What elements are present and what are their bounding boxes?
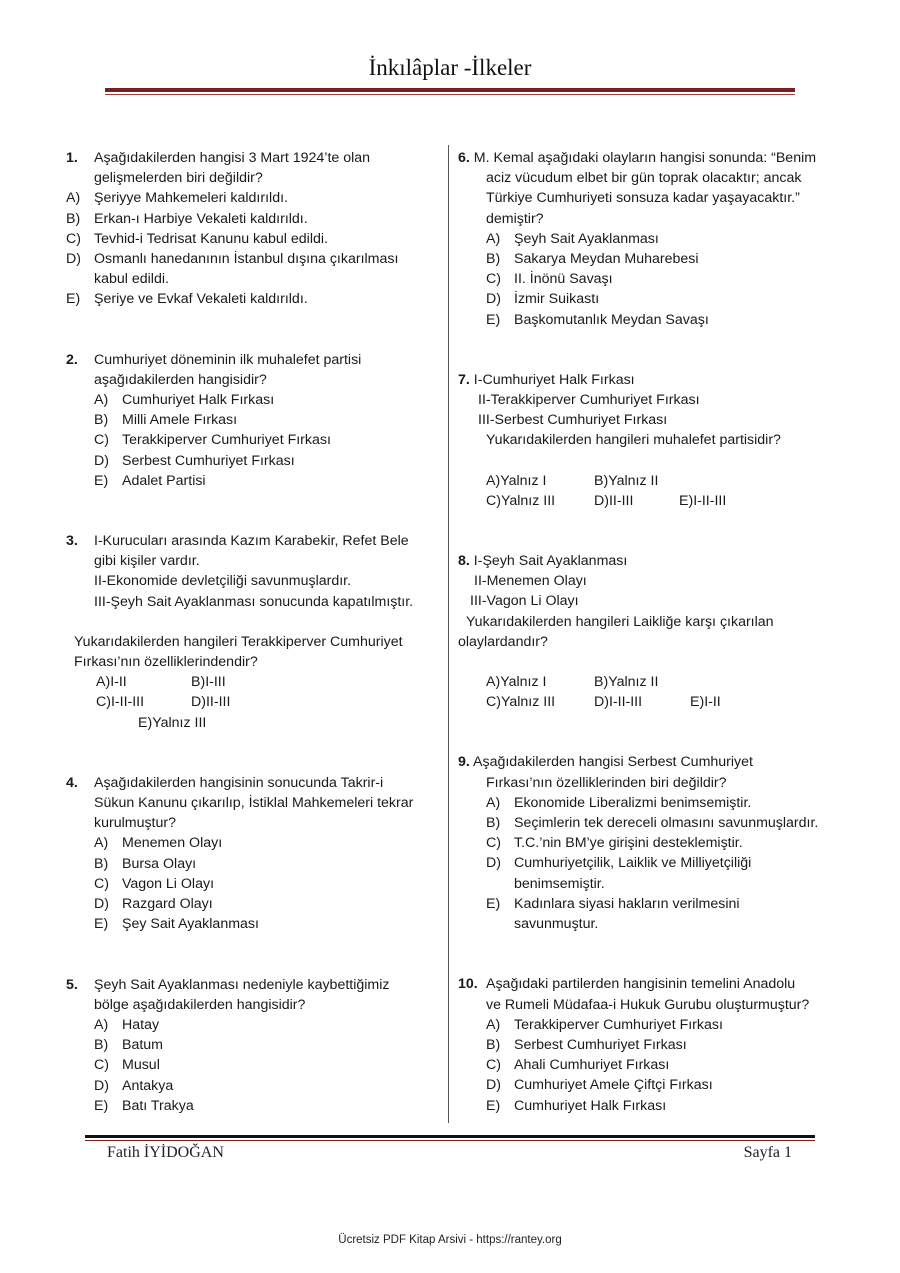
option-text: kabul edildi.: [94, 271, 169, 288]
right-column: [458, 148, 850, 1116]
question-stem-line: [458, 551, 850, 571]
question-stem-line: III-Şeyh Sait Ayaklanması sonucunda kapatılmıştır.: [94, 593, 414, 610]
answer-choice: C)Yalnız III: [486, 492, 556, 509]
option-text: Serbest Cumhuriyet Fırkası: [122, 452, 295, 469]
question-number: 5.: [66, 976, 78, 993]
question-stem-line: Cumhuriyet döneminin ilk muhalefet partisi: [94, 351, 362, 368]
question-number: 4.: [66, 774, 78, 791]
question-number: 1.: [66, 150, 78, 166]
option-b: [66, 1035, 444, 1055]
option-text: T.C.’nin BM’ye girişini desteklemiştir.: [514, 835, 743, 852]
option-text: Terakkiperver Cumhuriyet Fırkası: [514, 1016, 723, 1033]
option-d-cont: [458, 874, 850, 894]
question-9: [458, 752, 850, 934]
option-text: Şeyh Sait Ayaklanması: [514, 230, 659, 247]
answer-row: [458, 692, 850, 712]
answer-choice: E)I-II-III: [679, 492, 727, 509]
option-b: [458, 1035, 850, 1055]
option-c: [66, 1055, 444, 1075]
option-label: A): [66, 190, 81, 207]
title-rule-thin: [105, 94, 795, 95]
option-text: Tevhid-i Tedrisat Kanunu kabul edildi.: [94, 230, 328, 247]
option-label: B): [486, 251, 501, 268]
option-d: [458, 289, 850, 309]
option-label: A): [486, 230, 501, 247]
question-number: 8.: [458, 553, 470, 570]
option-e: [66, 471, 444, 491]
option-e: [66, 1096, 444, 1116]
option-label: B): [94, 412, 109, 429]
question-6: [458, 148, 850, 330]
question-stem-line: Fırkası’nın özelliklerinden biri değildir?: [486, 774, 727, 791]
question-stem-line: Sükun Kanunu çıkarılıp, İstiklal Mahkemeleri tekrar: [94, 795, 414, 812]
option-label: A): [94, 1016, 109, 1033]
option-e-cont: [458, 914, 850, 934]
option-label: D): [486, 855, 501, 872]
option-text: Osmanlı hanedanının İstanbul dışına çıkarılması: [94, 251, 399, 268]
answer-choice: D)I-II-III: [594, 694, 643, 711]
question-5: [66, 975, 444, 1116]
option-c: [458, 1055, 850, 1075]
question-stem-line: demiştir?: [486, 210, 544, 227]
question-stem-line: ve Rumeli Müdafaa-i Hukuk Gurubu oluşturmuştur?: [486, 996, 810, 1013]
option-label: A): [486, 1016, 501, 1033]
left-column: [66, 148, 444, 1116]
question-stem-line: III-Serbest Cumhuriyet Fırkası: [478, 412, 668, 429]
question-number: 2.: [66, 351, 78, 368]
question-stem-line: Aşağıdaki partilerden hangisinin temelini Anadolu: [486, 976, 796, 993]
option-label: C): [486, 835, 501, 852]
option-a: [66, 1015, 444, 1035]
option-label: B): [94, 1037, 109, 1054]
footer-author: Fatih İYİDOĞAN: [107, 1144, 224, 1161]
question-10: [458, 974, 850, 1115]
option-text: Şeriyye Mahkemeleri kaldırıldı.: [94, 190, 288, 207]
question-stem-line: I-Kurucuları arasında Kazım Karabekir, Refet Bele: [94, 533, 409, 550]
option-label: B): [66, 210, 81, 227]
option-text: Şey Sait Ayaklanması: [122, 916, 259, 933]
answer-choice: D)II-III: [191, 694, 231, 711]
option-label: D): [486, 291, 501, 308]
answer-choice: E)I-II: [690, 694, 721, 711]
footer-rule: [85, 1135, 815, 1138]
question-prompt: olaylardandır?: [458, 633, 548, 650]
question-number: 10.: [458, 976, 478, 993]
option-d: [66, 1076, 444, 1096]
option-label: D): [94, 1077, 109, 1094]
question-stem-line: Aşağıdakilerden hangisi 3 Mart 1924’te olan: [94, 150, 371, 166]
question-prompt: Fırkası’nın özelliklerindendir?: [74, 654, 258, 671]
option-label: D): [94, 896, 109, 913]
answer-row: [458, 672, 850, 692]
answer-choice: B)Yalnız II: [594, 472, 659, 489]
option-b: [66, 209, 444, 229]
option-text: Batı Trakya: [122, 1097, 194, 1114]
option-text: Batum: [122, 1037, 164, 1054]
question-3: [66, 531, 444, 733]
option-a: [66, 833, 444, 853]
answer-row: [66, 692, 444, 712]
option-text: Menemen Olayı: [122, 835, 223, 852]
question-stem-line: II-Terakkiperver Cumhuriyet Fırkası: [478, 392, 700, 409]
question-stem-text: Aşağıdakilerden hangisi Serbest Cumhuriyet: [473, 754, 753, 771]
option-text: Bursa Olayı: [122, 855, 197, 872]
option-text: benimsemiştir.: [514, 875, 605, 892]
question-stem-line: gelişmelerden biri değildir?: [94, 170, 263, 187]
option-a: [458, 229, 850, 249]
option-label: A): [94, 835, 109, 852]
question-number: 6.: [458, 150, 470, 166]
question-8: [458, 551, 850, 712]
question-stem-line: [458, 370, 850, 390]
question-stem-line: Türkiye Cumhuriyeti sonsuza kadar yaşayacaktır.”: [486, 190, 800, 207]
question-stem-line: bölge aşağıdakilerden hangisidir?: [94, 996, 306, 1013]
option-label: D): [94, 452, 109, 469]
answer-choice: B)Yalnız II: [594, 674, 659, 691]
option-label: B): [486, 815, 501, 832]
question-stem-line: Şeyh Sait Ayaklanması nedeniyle kaybettiğimiz: [94, 976, 390, 993]
option-label: B): [94, 855, 109, 872]
option-label: C): [486, 1057, 501, 1074]
question-number: 3.: [66, 533, 78, 550]
option-label: C): [66, 230, 81, 247]
question-2: [66, 350, 444, 491]
option-label: C): [94, 432, 109, 449]
question-stem-line: [458, 148, 850, 168]
page-title: İnkılâplar -İlkeler: [368, 55, 532, 80]
answer-choice: A)Yalnız I: [486, 472, 547, 489]
option-text: Cumhuriyet Halk Fırkası: [122, 392, 275, 409]
option-a: [458, 793, 850, 813]
option-c: [66, 430, 444, 450]
question-stem-line: gibi kişiler vardır.: [94, 553, 200, 570]
option-label: E): [66, 291, 81, 308]
option-d: [66, 451, 444, 471]
column-divider: [448, 145, 449, 1123]
question-stem-line: Aşağıdakilerden hangisinin sonucunda Takrir-i: [94, 774, 384, 791]
option-text: Vagon Li Olayı: [122, 875, 215, 892]
option-text: II. İnönü Savaşı: [514, 271, 613, 288]
option-label: D): [66, 251, 81, 268]
option-c: [66, 874, 444, 894]
option-label: E): [94, 472, 109, 489]
option-text: Razgard Olayı: [122, 896, 213, 913]
question-stem-line: [458, 752, 850, 772]
option-label: E): [486, 311, 501, 328]
option-d: [66, 894, 444, 914]
question-stem-line: aciz vücudum elbet bir gün toprak olacaktır; ancak: [486, 170, 802, 187]
answer-choice: C)Yalnız III: [486, 694, 556, 711]
answer-row: [458, 491, 850, 511]
option-text: Ahali Cumhuriyet Fırkası: [514, 1057, 670, 1074]
option-label: D): [486, 1077, 501, 1094]
answer-choice: A)I-II: [96, 674, 127, 691]
option-label: E): [94, 1097, 109, 1114]
option-text: Cumhuriyet Amele Çiftçi Fırkası: [514, 1077, 713, 1094]
option-text: Seçimlerin tek dereceli olmasını savunmuşlardır.: [514, 815, 819, 832]
option-text: Musul: [122, 1057, 160, 1074]
option-e: [66, 289, 444, 309]
question-stem-text: I-Şeyh Sait Ayaklanması: [473, 553, 628, 570]
option-text: Şeriye ve Evkaf Vekaleti kaldırıldı.: [94, 291, 308, 308]
option-c: [66, 229, 444, 249]
footer-page-number: Sayfa 1: [743, 1144, 792, 1161]
option-label: A): [94, 392, 109, 409]
answer-choice: E)Yalnız III: [138, 714, 207, 731]
footer-rule-thin: [85, 1140, 815, 1141]
option-label: C): [94, 875, 109, 892]
option-text: Antakya: [122, 1077, 174, 1094]
option-text: Terakkiperver Cumhuriyet Fırkası: [122, 432, 331, 449]
question-prompt: Yukarıdakilerden hangileri muhalefet partisidir?: [486, 432, 781, 449]
option-a: [66, 188, 444, 208]
title-rule: [105, 88, 795, 92]
question-7: [458, 370, 850, 511]
option-text: Adalet Partisi: [122, 472, 206, 489]
option-label: A): [486, 794, 501, 811]
option-text: Başkomutanlık Meydan Savaşı: [514, 311, 709, 328]
question-stem-line: II-Menemen Olayı: [474, 573, 587, 590]
question-stem-text: I-Cumhuriyet Halk Fırkası: [473, 371, 635, 388]
option-text: savunmuştur.: [514, 916, 599, 933]
option-c: [458, 269, 850, 289]
option-label: E): [486, 1097, 501, 1114]
option-d: [458, 1075, 850, 1095]
question-1: [66, 148, 444, 310]
option-text: Hatay: [122, 1016, 160, 1033]
option-a: [66, 390, 444, 410]
question-prompt: Yukarıdakilerden hangileri Terakkiperver Cumhuriyet: [74, 633, 403, 650]
question-stem-text: M. Kemal aşağıdaki olayların hangisi sonunda: “Benim: [473, 150, 817, 166]
answer-row: [66, 713, 444, 733]
answer-choice: A)Yalnız I: [486, 674, 547, 691]
answer-choice: D)II-III: [594, 492, 634, 509]
answer-choice: C)I-II-III: [96, 694, 145, 711]
question-stem-line: II-Ekonomide devletçiliği savunmuşlardır.: [94, 573, 352, 590]
option-c: [458, 833, 850, 853]
question-prompt: Yukarıdakilerden hangileri Laikliğe karşı çıkarılan: [466, 613, 774, 630]
option-label: B): [486, 1036, 501, 1053]
option-b: [66, 854, 444, 874]
question-stem-line: III-Vagon Li Olayı: [470, 593, 579, 610]
option-b: [458, 813, 850, 833]
option-e: [458, 894, 850, 914]
option-d-cont: [66, 269, 444, 289]
option-text: Cumhuriyetçilik, Laiklik ve Milliyetçiliği: [514, 855, 752, 872]
option-e: [458, 310, 850, 330]
question-number: 7.: [458, 371, 470, 388]
answer-row: [458, 471, 850, 491]
option-text: Sakarya Meydan Muharebesi: [514, 251, 699, 268]
option-d: [66, 249, 444, 269]
option-d: [458, 853, 850, 873]
option-text: Ekonomide Liberalizmi benimsemiştir.: [514, 794, 752, 811]
option-a: [458, 1015, 850, 1035]
answer-row: [66, 672, 444, 692]
option-e: [66, 914, 444, 934]
option-text: Erkan-ı Harbiye Vekaleti kaldırıldı.: [94, 210, 308, 227]
option-text: Cumhuriyet Halk Fırkası: [514, 1097, 667, 1114]
option-b: [66, 410, 444, 430]
question-4: [66, 773, 444, 935]
option-b: [458, 249, 850, 269]
option-label: C): [94, 1057, 109, 1074]
question-stem-line: kurulmuştur?: [94, 815, 177, 832]
question-number: 9.: [458, 754, 470, 771]
option-text: İzmir Suikastı: [514, 291, 600, 308]
question-stem-line: aşağıdakilerden hangisidir?: [94, 371, 267, 388]
option-text: Milli Amele Fırkası: [122, 412, 238, 429]
option-text: Kadınlara siyasi hakların verilmesini: [514, 895, 740, 912]
option-label: E): [94, 916, 109, 933]
option-text: Serbest Cumhuriyet Fırkası: [514, 1036, 687, 1053]
answer-choice: B)I-III: [191, 674, 226, 691]
option-label: C): [486, 271, 501, 288]
watermark-text: Ücretsiz PDF Kitap Arsivi - https://rantey.org: [338, 1234, 562, 1246]
option-label: E): [486, 895, 501, 912]
option-e: [458, 1096, 850, 1116]
